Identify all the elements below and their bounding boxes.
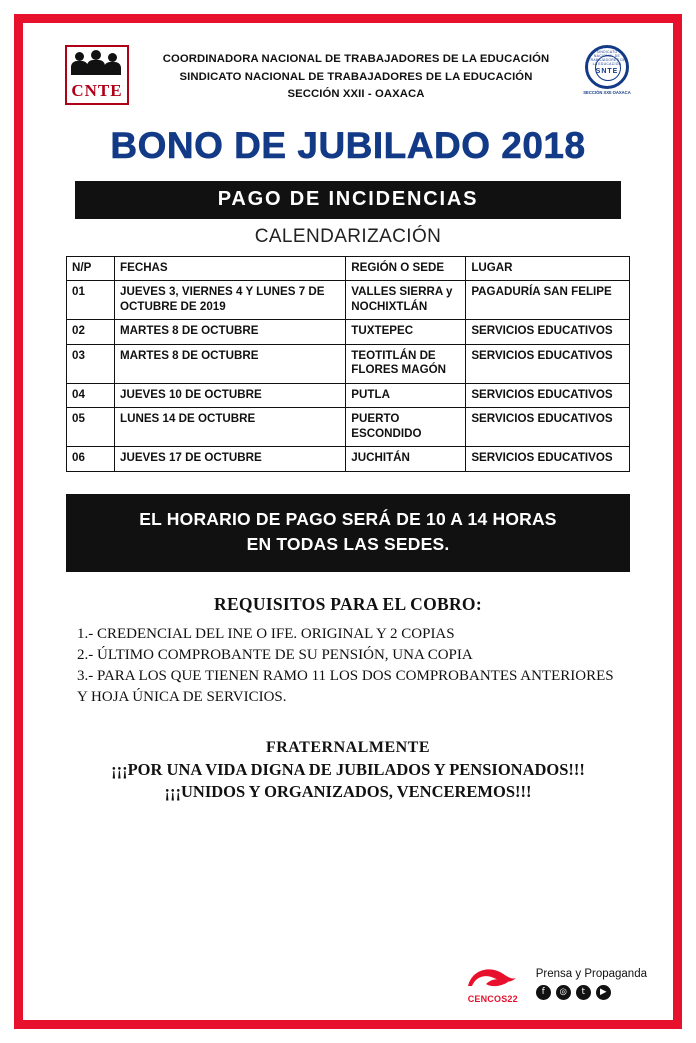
table-header-row <box>67 257 630 281</box>
requirements-title: REQUISITOS PARA EL COBRO: <box>214 593 482 614</box>
calendar-label: CALENDARIZACIÓN <box>254 226 442 247</box>
cell-np: 01 <box>67 281 115 320</box>
cnte-logo-icon <box>65 45 129 105</box>
table-row <box>67 281 630 320</box>
cell-np: 06 <box>67 447 115 471</box>
schedule-table <box>66 256 630 472</box>
instagram-icon[interactable]: ◎ <box>556 985 571 1000</box>
table-row <box>67 320 630 344</box>
closing-line-2: ¡¡¡POR UNA VIDA DIGNA DE JUBILADOS Y PENSIONADOS!!! <box>111 759 585 779</box>
col-header-np: N/P <box>67 257 115 281</box>
closing-section <box>59 739 637 802</box>
cell-fechas: MARTES 8 DE OCTUBRE <box>115 320 346 344</box>
table-row <box>67 408 630 447</box>
snte-logo-label: SNTE <box>595 68 619 75</box>
social-links <box>536 985 647 1000</box>
cell-np: 03 <box>67 344 115 383</box>
cell-region: PUTLA <box>346 383 466 407</box>
requirement-item: 1.- CREDENCIAL DEL INE O IFE. ORIGINAL Y 2 COPIAS <box>77 625 455 642</box>
header <box>59 45 637 105</box>
col-header-region: REGIÓN O SEDE <box>346 257 466 281</box>
cencos-swirl-icon <box>466 964 518 990</box>
cell-region: TEOTITLÁN DE FLORES MAGÓN <box>346 344 466 383</box>
cell-lugar: SERVICIOS EDUCATIVOS <box>466 344 630 383</box>
organization-titles <box>139 45 573 104</box>
cell-lugar: PAGADURÍA SAN FELIPE <box>466 281 630 320</box>
table-row <box>67 447 630 471</box>
table-row <box>67 344 630 383</box>
cencos-logo-icon <box>460 964 526 1004</box>
cell-fechas: JUEVES 10 DE OCTUBRE <box>115 383 346 407</box>
footer <box>460 964 647 1004</box>
cencos-label: CENCOS22 <box>467 994 518 1004</box>
table-row <box>67 383 630 407</box>
footer-right <box>536 968 647 1000</box>
cell-lugar: SERVICIOS EDUCATIVOS <box>466 320 630 344</box>
org-line-1: COORDINADORA NACIONAL DE TRABAJADORES DE LA EDUCACIÓN <box>162 53 550 65</box>
cnte-logo-label: CNTE <box>71 81 123 100</box>
cell-lugar: SERVICIOS EDUCATIVOS <box>466 408 630 447</box>
cell-fechas: JUEVES 3, VIERNES 4 Y LUNES 7 DE OCTUBRE DE 2019 <box>115 281 346 320</box>
page-title: BONO DE JUBILADO 2018 <box>110 125 586 166</box>
closing-line-3: ¡¡¡UNIDOS Y ORGANIZADOS, VENCEREMOS!!! <box>164 781 532 801</box>
requirement-item: 2.- ÚLTIMO COMPROBANTE DE SU PENSIÓN, UNA COPIA <box>77 646 473 663</box>
cell-fechas: MARTES 8 DE OCTUBRE <box>115 344 346 383</box>
requirement-item: 3.- PARA LOS QUE TIENEN RAMO 11 LOS DOS COMPROBANTES ANTERIORES Y HOJA ÚNICA DE SERVICIOS. <box>77 668 614 706</box>
cell-np: 04 <box>67 383 115 407</box>
cell-region: JUCHITÁN <box>346 447 466 471</box>
cell-np: 02 <box>67 320 115 344</box>
cell-region: PUERTO ESCONDIDO <box>346 408 466 447</box>
payment-hours-banner <box>66 494 630 572</box>
facebook-icon[interactable]: f <box>536 985 551 1000</box>
cell-fechas: LUNES 14 DE OCTUBRE <box>115 408 346 447</box>
snte-section-label: SECCIÓN XXII OAXACA <box>583 90 631 95</box>
youtube-icon[interactable]: ▶ <box>596 985 611 1000</box>
col-header-fechas: FECHAS <box>115 257 346 281</box>
snte-logo-icon <box>583 45 631 101</box>
snte-ring-text: SINDICATO NACIONAL DE TRABAJADORES DE LA EDUCACIÓN <box>588 50 626 66</box>
requirements-section <box>69 594 627 709</box>
col-header-lugar: LUGAR <box>466 257 630 281</box>
cell-fechas: JUEVES 17 DE OCTUBRE <box>115 447 346 471</box>
cell-lugar: SERVICIOS EDUCATIVOS <box>466 383 630 407</box>
snte-seal-icon <box>585 45 629 89</box>
poster-content <box>23 23 673 1020</box>
subtitle-banner: PAGO DE INCIDENCIAS <box>75 181 621 219</box>
cnte-figures-icon <box>67 50 127 76</box>
org-line-3: SECCIÓN XXII - OAXACA <box>287 88 425 100</box>
payment-hours-line-2: EN TODAS LAS SEDES. <box>246 534 450 555</box>
cell-np: 05 <box>67 408 115 447</box>
payment-hours-line-1: EL HORARIO DE PAGO SERÁ DE 10 A 14 HORAS <box>139 508 557 529</box>
prensa-label: Prensa y Propaganda <box>535 968 647 980</box>
closing-line-1: FRATERNALMENTE <box>265 738 431 756</box>
cell-region: VALLES SIERRA y NOCHIXTLÁN <box>346 281 466 320</box>
twitter-icon[interactable]: t <box>576 985 591 1000</box>
org-line-2: SINDICATO NACIONAL DE TRABAJADORES DE LA EDUCACIÓN <box>179 70 533 83</box>
cell-region: TUXTEPEC <box>346 320 466 344</box>
cell-lugar: SERVICIOS EDUCATIVOS <box>466 447 630 471</box>
